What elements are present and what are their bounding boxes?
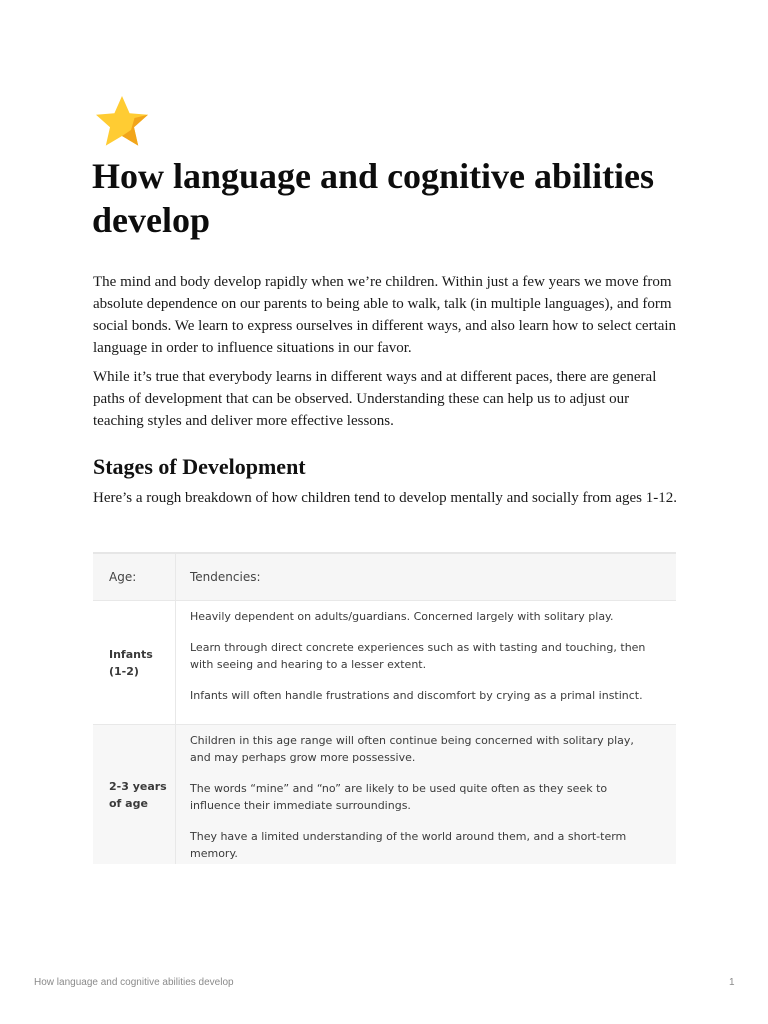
footer-title: How language and cognitive abilities develop <box>34 977 234 988</box>
header-tendencies: Tendencies: <box>190 569 261 584</box>
tendency-text: The words “mine” and “no” are likely to be used quite often as they seek to influence their immediate surroundings. <box>190 782 608 812</box>
section-paragraph: Here’s a rough breakdown of how children tend to develop mentally and socially from ages 1-12. <box>93 490 677 506</box>
tendency-text: Children in this age range will often continue being concerned with solitary play, and may perhaps grow more possessive. <box>190 734 634 764</box>
tendencies-cell <box>176 601 676 724</box>
section-heading: Stages of Development <box>93 454 306 479</box>
tendency-text: Infants will often handle frustrations and discomfort by crying as a primal instinct. <box>190 689 643 702</box>
table-row <box>93 601 676 725</box>
star-icon <box>93 94 151 150</box>
tendency-text: Heavily dependent on adults/guardians. Concerned largely with solitary play. <box>190 610 614 623</box>
intro-paragraph-2: While it’s true that everybody learns in different ways and at different paces, there are general paths of development that can be observed. Understanding these can help us to adjust our teaching styles and deliver more effective lessons. <box>93 369 657 429</box>
tendency-text: Learn through direct concrete experiences such as with tasting and touching, then with seeing and hearing to a lesser extent. <box>190 641 646 671</box>
age-label-line: Infants <box>109 647 153 661</box>
development-table <box>93 552 676 864</box>
header-age: Age: <box>93 554 176 600</box>
tendencies-cell <box>176 725 676 864</box>
table-header-row <box>93 554 676 601</box>
intro-paragraph-1: The mind and body develop rapidly when we’re children. Within just a few years we move from absolute dependence on our parents to being able to walk, talk (in multiple languages), and form social bonds. We learn to express ourselves in different ways, and also learn how to select certain language in order to influence situations in our favor. <box>93 274 677 356</box>
age-cell <box>93 601 176 724</box>
age-cell <box>93 725 176 864</box>
age-label-line: 2-3 years <box>109 779 167 793</box>
table-row <box>93 725 676 864</box>
page-title: How language and cognitive abilities develop <box>92 156 655 240</box>
page-number: 1 <box>729 977 735 988</box>
age-label-line: (1-2) <box>109 664 139 678</box>
age-label-line: of age <box>109 796 148 810</box>
tendency-text: They have a limited understanding of the world around them, and a short-term memory. <box>190 830 627 860</box>
